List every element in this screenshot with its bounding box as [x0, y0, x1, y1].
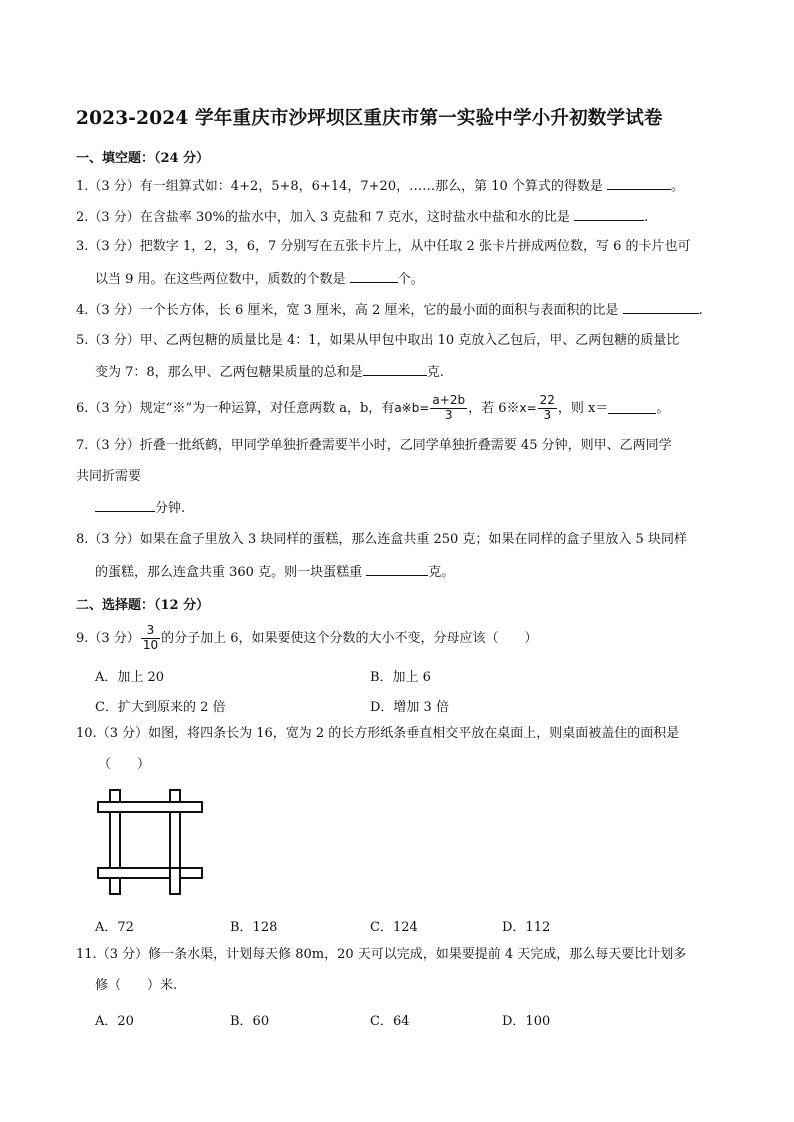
question-7-line-1: 7.（3 分）折叠一批纸鹤，甲同学单独折叠需要半小时，乙同学单独折叠需要 45 分钟，则甲、乙两同学	[76, 438, 672, 453]
top-horizontal-strip	[98, 802, 202, 812]
question-9: 9. （3 分） $\frac{3}{10}$ 的分子加上 6，如果要使这个分数的大小不变，分母应该（ ）	[76, 623, 538, 652]
bottom-horizontal-strip	[98, 868, 202, 878]
answer-blank[interactable]	[363, 364, 427, 376]
question-text: （3 分）甲、乙两包糖的质量比是 4：1，如果从甲包中取出 10 克放入乙包后，甲、乙两包糖的质量比	[88, 333, 680, 348]
fraction-3-over-10: $\frac{3}{10}$	[142, 623, 159, 652]
question-3-line-1: 3.（3 分）把数字 1，2，3，6，7 分别写在五张卡片上，从中任取 2 张卡片拼成两位数，写 6 的卡片也可	[76, 239, 691, 254]
section-multiple-choice: 二、选择题：（12 分）	[76, 598, 210, 613]
left-vertical-upper	[110, 790, 120, 802]
answer-blank[interactable]	[366, 564, 428, 576]
question-text: （3 分）一个长方体，长 6 厘米，宽 3 厘米，高 2 厘米，它的最小面的面积与表面积的比是	[88, 303, 619, 318]
option-b[interactable]: B．128	[230, 920, 278, 935]
option-a[interactable]: A．20	[95, 1014, 134, 1029]
question-text: （3 分）折叠一批纸鹤，甲同学单独折叠需要半小时，乙同学单独折叠需要 45 分钟，则甲、乙两同学	[88, 438, 672, 453]
question-10-line-1: 10.（3 分）如图，将四条长为 16，宽为 2 的长方形纸条垂直相交平放在桌面上，则桌面被盖住的面积是	[76, 726, 680, 741]
question-5-line-1: 5.（3 分）甲、乙两包糖的质量比是 4：1，如果从甲包中取出 10 克放入乙包后，甲、乙两包糖的质量比	[76, 333, 680, 348]
right-vertical-lower	[170, 868, 180, 894]
question-11-line-1: 11.（3 分）修一条水渠，计划每天修 80m，20 天可以完成，如果要提前 4 天完成，那么每天要比计划多	[76, 947, 687, 962]
question-text: （3 分）有一组算式如：4+2，5+8，6+14，7+20，……那么，第 10 个算式的得数是	[88, 179, 603, 194]
question-8-line-2: 的蛋糕，那么连盒共重 360 克。则一块蛋糕重 克。	[95, 565, 455, 580]
left-vertical-middle	[110, 812, 120, 868]
question-10-line-2: （ ）	[98, 757, 151, 772]
answer-blank[interactable]	[623, 302, 699, 314]
answer-blank[interactable]	[574, 209, 644, 221]
option-d[interactable]: D．增加 3 倍	[370, 700, 449, 715]
question-7-line-2: 共同折需要	[76, 469, 142, 484]
option-a[interactable]: A．72	[95, 920, 134, 935]
option-a[interactable]: A．加上 20	[95, 670, 165, 685]
question-text: 的分子加上 6，如果要使这个分数的大小不变，分母应该（ ）	[161, 630, 538, 646]
answer-blank[interactable]	[608, 402, 656, 414]
option-b[interactable]: B．60	[230, 1014, 270, 1029]
question-5-line-2: 变为 7：8，那么甲、乙两包糖果质量的总和是 克.	[95, 365, 444, 380]
answer-blank[interactable]	[95, 500, 155, 512]
operation-expression: a※b=	[394, 401, 430, 415]
question-2: 2.（3 分）在含盐率 30%的盐水中，加入 3 克盐和 7 克水，这时盐水中盐和水的比是 .	[76, 210, 649, 225]
question-text: （3 分）在含盐率 30%的盐水中，加入 3 克盐和 7 克水，这时盐水中盐和水的比是	[88, 210, 570, 225]
question-6: 6. （3 分）规定“※”为一种运算，对任意两数 a，b，有 a※b= $\frac{a+2b}{3}$ ，若 6※ x= $\frac{22}{3}$ ，则 x＝ 。	[76, 393, 670, 422]
paper-strips-figure	[96, 788, 206, 898]
question-11-line-2: 修（ ）米.	[95, 978, 178, 993]
option-c[interactable]: C．124	[370, 920, 418, 935]
option-c[interactable]: C．64	[370, 1014, 410, 1029]
question-text: （3 分）如果在盒子里放入 3 块同样的蛋糕，那么连盒共重 250 克；如果在同样的盒子里放入 5 块同样	[88, 532, 687, 547]
page-title: 2023-2024 学年重庆市沙坪坝区重庆市第一实验中学小升初数学试卷	[76, 108, 663, 129]
question-3-line-2: 以当 9 用。在这些两位数中，质数的个数是 个。	[95, 272, 424, 287]
question-number: 1.	[76, 179, 89, 194]
question-8-line-1: 8.（3 分）如果在盒子里放入 3 块同样的蛋糕，那么连盒共重 250 克；如果在同样的盒子里放入 5 块同样	[76, 532, 687, 547]
answer-blank[interactable]	[607, 178, 671, 190]
option-d[interactable]: D．112	[502, 920, 551, 935]
question-text: （3 分）如图，将四条长为 16，宽为 2 的长方形纸条垂直相交平放在桌面上，则桌面被盖住的面积是	[96, 726, 680, 741]
section-fill-in-blank: 一、填空题：（24 分）	[76, 151, 210, 166]
option-c[interactable]: C．扩大到原来的 2 倍	[95, 700, 226, 715]
option-d[interactable]: D．100	[502, 1014, 551, 1029]
answer-blank[interactable]	[350, 271, 398, 283]
fraction-a-plus-2b-over-3: $\frac{a+2b}{3}$	[432, 393, 466, 422]
right-vertical-middle	[170, 812, 180, 868]
option-b[interactable]: B．加上 6	[370, 670, 431, 685]
question-text: （3 分）修一条水渠，计划每天修 80m，20 天可以完成，如果要提前 4 天完成，那么每天要比计划多	[96, 947, 687, 962]
fraction-22-over-3: $\frac{22}{3}$	[539, 393, 555, 422]
question-4: 4.（3 分）一个长方体，长 6 厘米，宽 3 厘米，高 2 厘米，它的最小面的面积与表面积的比是 .	[76, 303, 703, 318]
question-text: （3 分）把数字 1，2，3，6，7 分别写在五张卡片上，从中任取 2 张卡片拼成两位数，写 6 的卡片也可	[88, 239, 691, 254]
question-7-line-3: 分钟.	[95, 500, 185, 515]
question-1: 1.（3 分）有一组算式如：4+2，5+8，6+14，7+20，……那么，第 10 个算式的得数是 。	[76, 179, 685, 194]
